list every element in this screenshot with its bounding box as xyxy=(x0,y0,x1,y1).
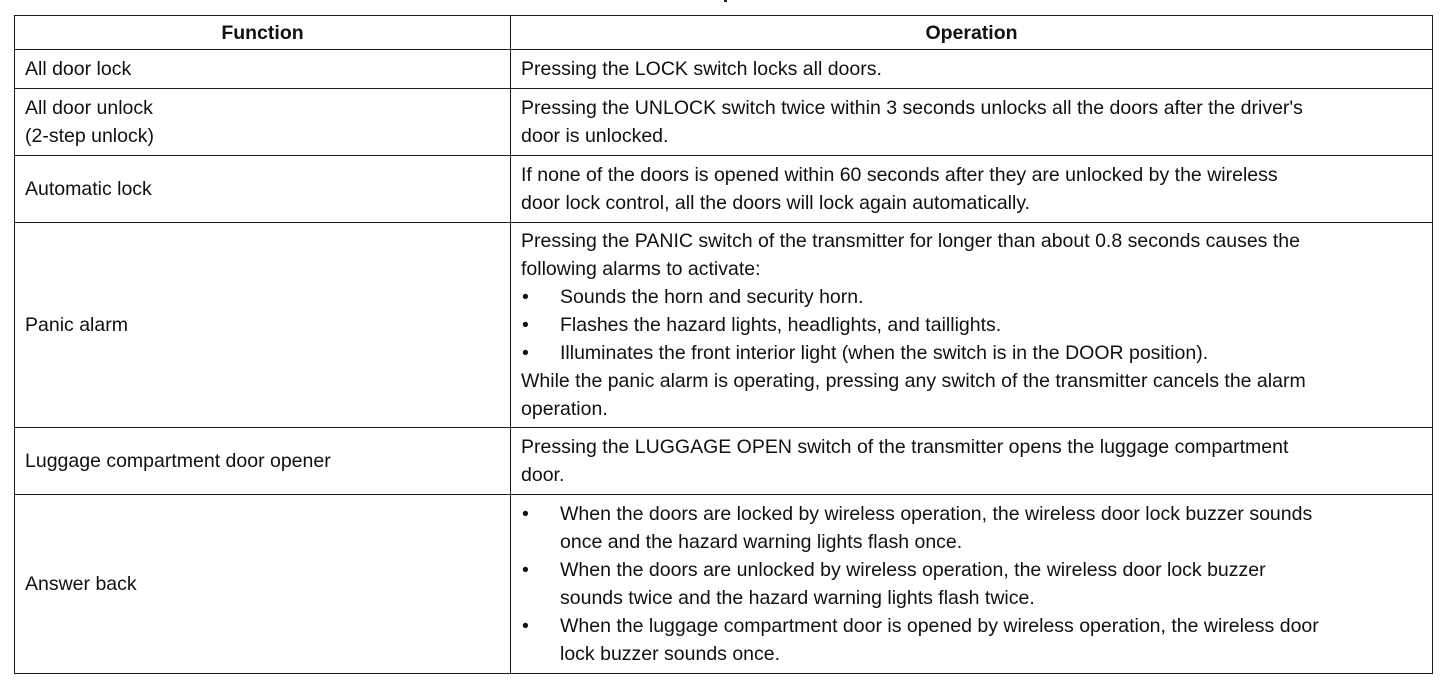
function-cell xyxy=(15,428,511,495)
table-row xyxy=(15,495,1433,674)
operation-text: Pressing the PANIC switch of the transmitter for longer than about 0.8 seconds causes the xyxy=(521,230,1300,252)
table-row xyxy=(15,428,1433,495)
function-cell xyxy=(15,156,511,223)
function-cell xyxy=(15,223,511,428)
operation-text: door. xyxy=(521,464,565,486)
table-row xyxy=(15,50,1433,89)
operation-text: operation. xyxy=(521,398,608,420)
function-cell xyxy=(15,89,511,156)
function-text: All door unlock xyxy=(25,97,153,119)
operation-text: Pressing the UNLOCK switch twice within 3 seconds unlocks all the doors after the driver's xyxy=(521,97,1303,119)
operation-text: door lock control, all the doors will lock again automatically. xyxy=(521,192,1031,214)
operation-text: following alarms to activate: xyxy=(521,258,761,280)
header-function: Function xyxy=(15,16,511,50)
header-operation: Operation xyxy=(511,16,1433,50)
operation-cell xyxy=(511,495,1433,674)
operation-text: Pressing the LOCK switch locks all doors. xyxy=(521,58,882,80)
bullet-text: • Illuminates the front interior light (when the switch is in the DOOR position). xyxy=(560,342,1209,364)
table-row xyxy=(15,223,1433,428)
bullet-item xyxy=(521,311,1422,339)
function-cell xyxy=(15,495,511,674)
function-text: Panic alarm xyxy=(25,314,128,336)
operation-cell xyxy=(511,50,1433,89)
bullet-item xyxy=(521,500,1422,556)
bullet-text: • Sounds the horn and security horn. xyxy=(560,286,864,308)
bullet-item xyxy=(521,283,1422,311)
bullet-list xyxy=(521,500,1422,668)
function-text: Answer back xyxy=(25,573,137,595)
operation-cell xyxy=(511,428,1433,495)
table-row xyxy=(15,156,1433,223)
header-row xyxy=(15,16,1433,50)
operation-cell xyxy=(511,156,1433,223)
function-cell xyxy=(15,50,511,89)
page-top-mark xyxy=(0,0,1456,4)
bullet-text: • When the doors are unlocked by wireless operation, the wireless door lock buzzer xyxy=(560,559,1266,581)
table-row xyxy=(15,89,1433,156)
bullet-item xyxy=(521,556,1422,612)
bullet-text: • When the doors are locked by wireless operation, the wireless door lock buzzer sounds xyxy=(560,503,1313,525)
top-tick xyxy=(724,0,727,2)
operation-text: If none of the doors is opened within 60 seconds after they are unlocked by the wireless xyxy=(521,164,1278,186)
bullet-text: • Flashes the hazard lights, headlights, and taillights. xyxy=(560,314,1002,336)
operation-text: door is unlocked. xyxy=(521,125,669,147)
function-text: All door lock xyxy=(25,58,132,80)
bullet-text: • When the luggage compartment door is opened by wireless operation, the wireless door xyxy=(560,615,1319,637)
bullet-text: sounds twice and the hazard warning lights flash twice. xyxy=(560,587,1035,609)
function-text: Luggage compartment door opener xyxy=(25,450,331,472)
bullet-item xyxy=(521,339,1422,367)
bullet-list xyxy=(521,283,1422,367)
bullet-item xyxy=(521,612,1422,668)
operation-text: Pressing the LUGGAGE OPEN switch of the transmitter opens the luggage compartment xyxy=(521,436,1289,458)
function-operation-table xyxy=(14,15,1433,674)
operation-cell xyxy=(511,223,1433,428)
bullet-text: once and the hazard warning lights flash once. xyxy=(560,531,963,553)
bullet-text: lock buzzer sounds once. xyxy=(560,643,781,665)
function-text: (2-step unlock) xyxy=(25,125,154,147)
operation-text: While the panic alarm is operating, pressing any switch of the transmitter cancels the alarm xyxy=(521,370,1306,392)
operation-cell xyxy=(511,89,1433,156)
function-text: Automatic lock xyxy=(25,178,152,200)
